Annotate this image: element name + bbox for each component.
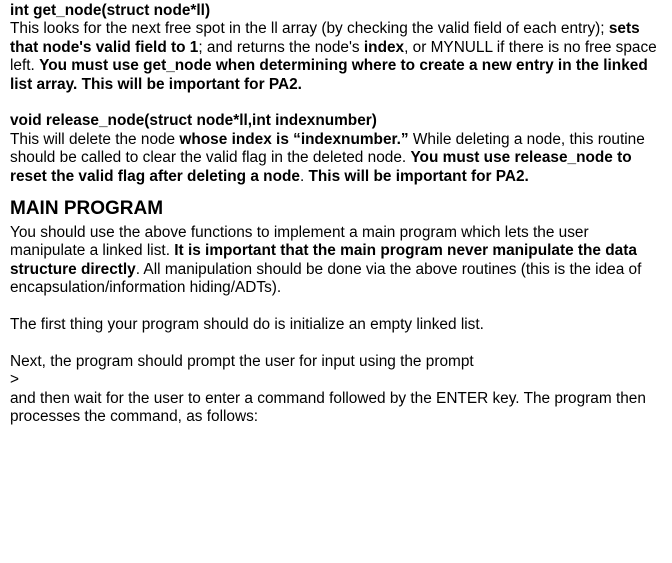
main-program-intro: You should use the above functions to implement a main program which lets the user manipulate a linked list. It is important that the main program never manipulate the data structure directly. All manipulation should be done via the above routines (this is the idea of encapsulation/information hiding/ADTs). [10,224,642,297]
prompt-paragraph: Next, the program should prompt the user for input using the prompt [10,352,474,370]
spacer [10,334,666,352]
spacer [10,94,666,112]
get-node-signature: int get_node(struct node*ll) [10,2,211,19]
spacer [10,186,666,198]
get-node-description: This looks for the next free spot in the ll array (by checking the valid field of each entry); sets that node's valid field to 1; and returns the node's index, or MYNULL if there is no free space left. You must use get_node when determining where to create a new entry in the linked list array. This will be important for PA2. [10,20,657,93]
prompt-symbol: > [10,371,19,389]
main-program-heading: MAIN PROGRAM [10,198,164,220]
spacer [10,298,666,316]
release-node-description: This will delete the node whose index is “indexnumber.” While deleting a node, this routine should be called to clear the valid flag in the deleted node. You must use release_node to reset the valid flag after deleting a node. This will be important for PA2. [10,130,645,185]
initialize-paragraph: The first thing your program should do is initialize an empty linked list. [10,316,484,334]
document-body [10,2,666,426]
release-node-signature: void release_node(struct node*ll,int indexnumber) [10,112,377,130]
process-command-paragraph: and then wait for the user to enter a command followed by the ENTER key. The program then processes the command, as follows: [10,389,646,426]
